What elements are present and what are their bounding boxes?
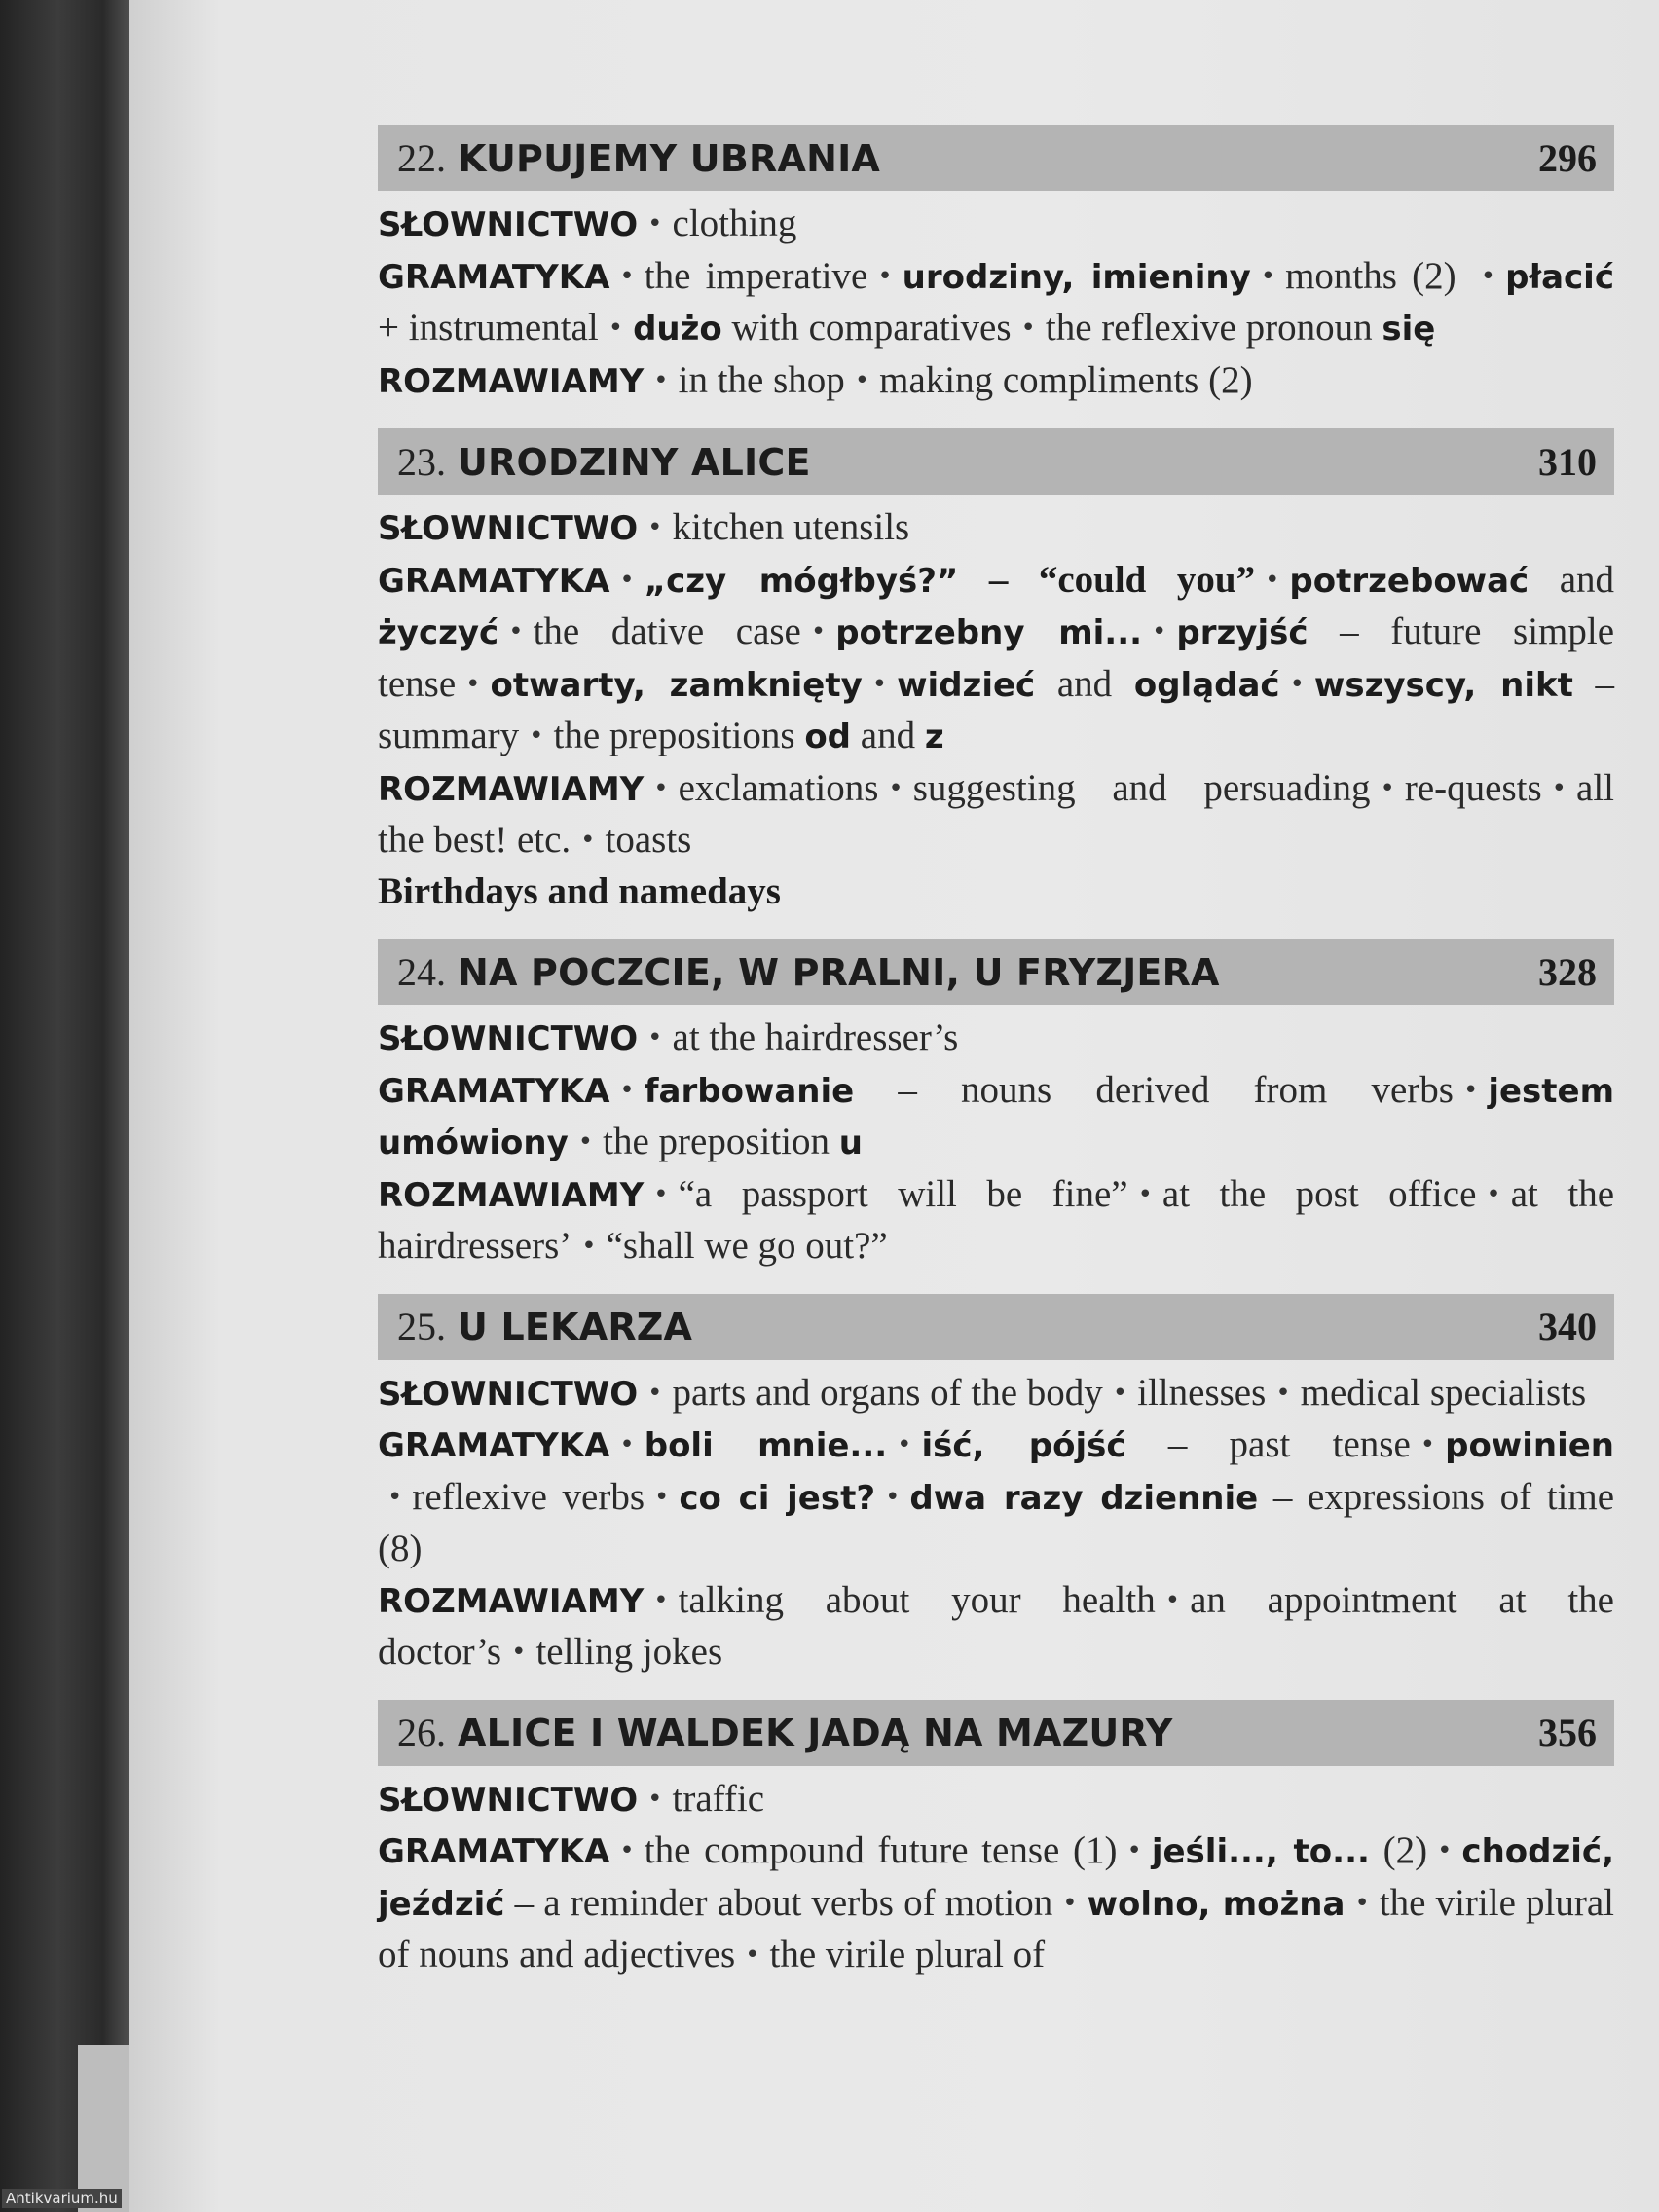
- topic-text: the dative case: [533, 610, 801, 652]
- lesson-title: [397, 135, 880, 181]
- polish-keyword: wszyscy, nikt: [1313, 665, 1573, 705]
- topic-text: kitchen utensils: [672, 506, 910, 548]
- topic-text: “shall we go out?”: [606, 1225, 888, 1267]
- topic-text: and: [860, 715, 916, 756]
- topic-text: the virile plural of nouns and adjectives: [378, 1881, 1615, 1975]
- topic-text: the prepositions: [553, 715, 795, 756]
- topic-text: and: [1559, 558, 1615, 601]
- lesson-header: [378, 1294, 1614, 1360]
- polish-keyword: urodziny, imieniny: [902, 257, 1251, 297]
- watermark: Antikvarium.hu: [2, 2189, 122, 2208]
- polish-keyword: iść, pójść: [921, 1426, 1126, 1465]
- polish-keyword: przyjść: [1176, 613, 1309, 652]
- rozmawiamy-label: ROZMAWIAMY: [378, 1175, 645, 1215]
- slownictwo-label: SŁOWNICTWO: [378, 1780, 639, 1820]
- lesson-header: [378, 428, 1614, 495]
- lesson-header: [378, 1700, 1614, 1766]
- gramatyka-label: GRAMATYKA: [378, 1426, 610, 1465]
- polish-keyword: co ci jest?: [679, 1478, 876, 1518]
- topic-text: traffic: [672, 1777, 765, 1820]
- lesson-header: [378, 939, 1614, 1005]
- lesson-number: 26.: [397, 1711, 446, 1754]
- page-number: 296: [1538, 135, 1597, 180]
- polish-keyword: „czy mógłbyś?”: [644, 561, 959, 601]
- lesson-24: [378, 939, 1614, 1272]
- slownictwo-label: SŁOWNICTWO: [378, 509, 639, 548]
- vocabulary-line: SŁOWNICTWO • traffic: [378, 1777, 765, 1820]
- slownictwo-label: SŁOWNICTWO: [378, 1374, 639, 1414]
- page-number: 340: [1538, 1305, 1597, 1348]
- topic-text: “a passport will be fine”: [678, 1172, 1128, 1215]
- lesson-title: [397, 439, 811, 485]
- polish-keyword: życzyć: [378, 613, 499, 652]
- lesson-title: [397, 949, 1220, 995]
- polish-keyword: oglądać: [1133, 665, 1280, 705]
- topic-text: months (2): [1285, 254, 1456, 297]
- lesson-number: 23.: [397, 439, 446, 484]
- polish-keyword: wolno, można: [1087, 1884, 1346, 1924]
- polish-keyword: dużo: [633, 310, 722, 349]
- page-edge: [78, 2045, 129, 2212]
- topic-text: – “could you”: [988, 558, 1256, 601]
- lesson-name: U LEKARZA: [458, 1306, 693, 1348]
- topic-text: the preposition: [603, 1121, 830, 1162]
- page-number: 328: [1538, 949, 1597, 994]
- topic-text: – a reminder about verbs of motion: [514, 1881, 1053, 1924]
- gramatyka-label: GRAMATYKA: [378, 1071, 610, 1111]
- lesson-title: [397, 1710, 1173, 1755]
- topic-text: – future simple tense: [378, 610, 1615, 705]
- topic-text: toasts: [605, 819, 692, 861]
- lesson-23: [378, 428, 1614, 917]
- polish-keyword: widzieć: [897, 665, 1036, 705]
- lesson-25: [378, 1294, 1614, 1678]
- topic-text: all the best! etc.: [378, 766, 1614, 861]
- gramatyka-label: GRAMATYKA: [378, 561, 610, 601]
- topic-text: the imperative: [644, 254, 868, 297]
- topic-text: in the shop: [678, 358, 845, 401]
- topic-text: medical specialists: [1300, 1371, 1587, 1414]
- vocabulary-line: SŁOWNICTWO • at the hairdresser’s: [378, 1016, 959, 1058]
- rozmawiamy-label: ROZMAWIAMY: [378, 769, 645, 809]
- topic-text: – nouns derived from verbs: [898, 1068, 1454, 1111]
- page-number: 310: [1538, 439, 1597, 484]
- lesson-name: ALICE I WALDEK JADĄ NA MAZURY: [458, 1712, 1173, 1754]
- conversation-line: ROZMAWIAMY • talking about your health • an appointment at the doctor’s • telling jokes: [378, 1578, 1614, 1673]
- topic-text: and: [1056, 662, 1113, 705]
- lesson-22: [378, 125, 1614, 407]
- book-spine: [0, 0, 129, 2212]
- lesson-name: NA POCZCIE, W PRALNI, U FRYZJERA: [458, 950, 1220, 994]
- polish-keyword: się: [1382, 310, 1436, 349]
- polish-keyword: potrzebny mi...: [835, 613, 1143, 652]
- topic-text: talking about your health: [678, 1578, 1156, 1621]
- topic-text: at the hairdressers’: [378, 1172, 1615, 1267]
- slownictwo-label: SŁOWNICTWO: [378, 205, 639, 244]
- lesson-number: 25.: [397, 1305, 446, 1348]
- grammar-line: GRAMATYKA • the imperative • urodziny, imieniny • months (2) • płacić + instrumental • dużo with comparatives • the reflexive pronoun się: [378, 254, 1614, 349]
- topic-text: at the hairdresser’s: [672, 1016, 959, 1058]
- polish-keyword: z: [924, 718, 944, 756]
- topic-text: reflexive verbs: [412, 1475, 645, 1518]
- polish-keyword: płacić: [1505, 257, 1614, 297]
- rozmawiamy-label: ROZMAWIAMY: [378, 1581, 645, 1621]
- topic-text: – expressions of time (8): [378, 1475, 1615, 1569]
- culture-note: Birthdays and namedays: [378, 869, 781, 912]
- lesson-name: KUPUJEMY UBRANIA: [458, 136, 881, 180]
- polish-keyword: potrzebować: [1289, 561, 1530, 601]
- lesson-name: URODZINY ALICE: [458, 440, 811, 484]
- topic-text: – past tense: [1167, 1423, 1411, 1465]
- lesson-number: 22.: [397, 135, 446, 180]
- grammar-line: GRAMATYKA • boli mnie... • iść, pójść – past tense • powinien • reflexive verbs • co ci jest? • dwa razy dziennie – expressions of time (8): [378, 1423, 1615, 1569]
- lesson-header: [378, 125, 1614, 191]
- polish-keyword: jestem umówiony: [378, 1071, 1615, 1162]
- page-number: 356: [1538, 1711, 1597, 1754]
- topic-text: the reflexive pronoun: [1045, 307, 1373, 349]
- topic-text: with comparatives: [731, 307, 1012, 349]
- topic-text: exclamations: [678, 766, 879, 809]
- topic-text: making compliments (2): [879, 358, 1253, 401]
- gramatyka-label: GRAMATYKA: [378, 1832, 610, 1871]
- polish-keyword: od: [804, 718, 852, 756]
- slownictwo-label: SŁOWNICTWO: [378, 1019, 639, 1058]
- polish-keyword: jeśli..., to...: [1151, 1832, 1370, 1871]
- topic-text: suggesting and persuading: [912, 766, 1371, 809]
- topic-text: an appointment at the doctor’s: [378, 1578, 1614, 1673]
- vocabulary-line: SŁOWNICTWO • clothing: [378, 203, 797, 244]
- polish-keyword: boli mnie...: [644, 1426, 888, 1465]
- polish-keyword: u: [838, 1124, 863, 1162]
- topic-text: (2): [1382, 1829, 1428, 1871]
- vocabulary-line: SŁOWNICTWO • parts and organs of the body • illnesses • medical specialists: [378, 1371, 1587, 1414]
- topic-text: – summary: [378, 662, 1615, 756]
- topic-text: parts and organs of the body: [672, 1371, 1103, 1414]
- topic-text: illnesses: [1137, 1371, 1267, 1414]
- topic-text: clothing: [672, 203, 797, 244]
- polish-keyword: powinien: [1445, 1426, 1614, 1465]
- lesson-26: [378, 1700, 1614, 1981]
- gramatyka-label: GRAMATYKA: [378, 257, 610, 297]
- grammar-line: GRAMATYKA • farbowanie – nouns derived from verbs • jestem umówiony • the preposition u: [378, 1068, 1615, 1162]
- topic-text: the compound future tense (1): [644, 1829, 1118, 1871]
- topic-text: telling jokes: [535, 1631, 723, 1673]
- topic-text: + instrumental: [378, 307, 599, 349]
- conversation-line: ROZMAWIAMY • “a passport will be fine” • at the post office • at the hairdressers’ • “shall we go out?”: [378, 1172, 1615, 1267]
- rozmawiamy-label: ROZMAWIAMY: [378, 361, 645, 401]
- topic-text: at the post office: [1161, 1172, 1477, 1215]
- conversation-line: ROZMAWIAMY • exclamations • suggesting and persuading • re-quests • all the best! etc. • toasts: [378, 766, 1614, 861]
- lesson-title: [397, 1304, 692, 1349]
- lesson-number: 24.: [397, 949, 446, 994]
- polish-keyword: farbowanie: [644, 1071, 855, 1111]
- table-of-contents: [378, 125, 1614, 2003]
- topic-text: re-quests: [1404, 766, 1542, 809]
- polish-keyword: dwa razy dziennie: [909, 1478, 1259, 1518]
- grammar-line: GRAMATYKA • „czy mógłbyś?” – “could you” • potrzebować and życzyć • the dative case • potrzebny mi... • przyjść – future simple tense • otwarty, zamknięty • widzieć and oglądać • wszyscy, nikt – summary • the prepositions od and z: [378, 558, 1615, 756]
- grammar-line: GRAMATYKA • the compound future tense (1) • jeśli..., to... (2) • chodzić, jeździć – a reminder about verbs of motion • wolno, można • the virile plural of nouns and adjectives • the virile plural of: [378, 1829, 1615, 1975]
- topic-text: the virile plural of: [769, 1934, 1046, 1975]
- conversation-line: ROZMAWIAMY • in the shop • making compliments (2): [378, 358, 1253, 401]
- vocabulary-line: SŁOWNICTWO • kitchen utensils: [378, 506, 910, 548]
- polish-keyword: otwarty, zamknięty: [490, 665, 863, 705]
- polish-keyword: chodzić, jeździć: [378, 1832, 1614, 1924]
